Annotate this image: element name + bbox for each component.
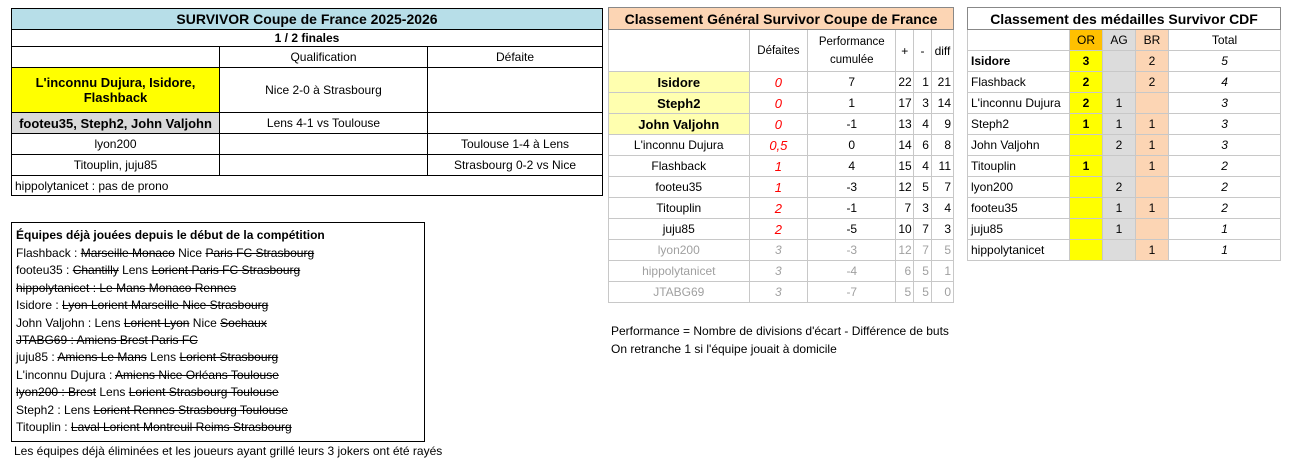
eliminated-team-text: Laval Lorient Montreuil Reims Strasbourg <box>70 419 292 434</box>
survivor-players-row-4: Titouplin, juju85 <box>12 155 220 176</box>
team-text: Titouplin : <box>16 419 71 434</box>
eliminated-team-text: lyon200 : Brest <box>16 385 97 400</box>
general-row <box>609 198 954 219</box>
general-name: Titouplin <box>609 198 750 219</box>
eliminated-team-text: Lorient Paris FC Strasbourg <box>151 263 301 278</box>
general-name: John Valjohn <box>609 114 750 135</box>
survivor-qualification-row-3 <box>220 134 428 155</box>
general-row <box>609 219 954 240</box>
teams-played-line <box>16 315 420 332</box>
general-header-performance <box>808 30 896 72</box>
teams-played-line <box>16 367 420 384</box>
medals-name: juju85 <box>968 219 1070 240</box>
survivor-players-row-1: L'inconnu Dujura, Isidore, Flashback <box>12 68 220 113</box>
general-name: Isidore <box>609 72 750 93</box>
medals-name: Titouplin <box>968 156 1070 177</box>
general-performance: -4 <box>808 261 896 282</box>
medals-total: 3 <box>1169 114 1281 135</box>
teams-played-line <box>16 245 420 262</box>
survivor-players-row-2: footeu35, Steph2, John Valjohn <box>12 113 220 134</box>
medals-row <box>968 240 1281 261</box>
general-row <box>609 72 954 93</box>
medals-name: Steph2 <box>968 114 1070 135</box>
medals-total: 2 <box>1169 156 1281 177</box>
general-header-perf-line1: Performance <box>818 35 885 48</box>
medals-total: 3 <box>1169 135 1281 156</box>
survivor-qualification-row-4 <box>220 155 428 176</box>
general-defaites: 1 <box>749 156 808 177</box>
team-text: Nice <box>189 315 221 330</box>
eliminated-team-text: Lyon Lorient Marseille Nice Strasbourg <box>62 298 269 313</box>
medals-total: 4 <box>1169 72 1281 93</box>
general-goal-diff: 21 <box>931 72 953 93</box>
medals-name: L'inconnu Dujura <box>968 93 1070 114</box>
medals-silver <box>1103 51 1136 72</box>
medals-gold <box>1070 177 1103 198</box>
general-goal-diff: 7 <box>931 177 953 198</box>
general-goal-diff: 3 <box>931 219 953 240</box>
general-row <box>609 93 954 114</box>
medals-name: footeu35 <box>968 198 1070 219</box>
team-text: Lens <box>146 350 180 365</box>
medals-header-br: BR <box>1136 30 1169 51</box>
medals-bronze: 1 <box>1136 135 1169 156</box>
general-goals-against: 3 <box>914 198 932 219</box>
general-goals-for: 12 <box>896 177 914 198</box>
teams-played-footnote: Les équipes déjà éliminées et les joueurs ayant grillé leurs 3 jokers ont été rayés <box>14 444 443 458</box>
medals-header-total: Total <box>1169 30 1281 51</box>
teams-played-title: Équipes déjà jouées depuis le début de la compétition <box>16 228 325 242</box>
medals-gold: 1 <box>1070 114 1103 135</box>
medals-silver <box>1103 156 1136 177</box>
medals-silver <box>1103 72 1136 93</box>
eliminated-team-text: Chantilly <box>72 263 119 278</box>
general-name: lyon200 <box>609 240 750 261</box>
medals-bronze: 1 <box>1136 240 1169 261</box>
general-row <box>609 177 954 198</box>
team-text: Lens <box>96 385 129 400</box>
eliminated-team-text: Sochaux <box>220 315 267 330</box>
eliminated-team-text: Marseille Monaco <box>80 246 175 260</box>
medals-row <box>968 135 1281 156</box>
eliminated-team-text: Lorient Rennes Strasbourg Toulouse <box>93 402 288 417</box>
medals-gold <box>1070 240 1103 261</box>
medals-name: hippolytanicet <box>968 240 1070 261</box>
medals-total: 2 <box>1169 198 1281 219</box>
general-performance: -3 <box>808 177 896 198</box>
general-goals-for: 17 <box>896 93 914 114</box>
general-name: Steph2 <box>609 93 750 114</box>
eliminated-team-text: Amiens Le Mans <box>57 350 147 365</box>
medals-silver: 1 <box>1103 93 1136 114</box>
medals-bronze: 1 <box>1136 156 1169 177</box>
medals-bronze: 1 <box>1136 198 1169 219</box>
general-goals-for: 22 <box>896 72 914 93</box>
medals-gold: 3 <box>1070 51 1103 72</box>
medals-total: 2 <box>1169 177 1281 198</box>
general-goals-against: 6 <box>914 135 932 156</box>
general-name: hippolytanicet <box>609 261 750 282</box>
survivor-no-prono: hippolytanicet : pas de prono <box>12 176 603 196</box>
medals-bronze <box>1136 93 1169 114</box>
general-defaites: 0 <box>749 72 808 93</box>
medals-silver: 1 <box>1103 198 1136 219</box>
team-text: Isidore : <box>16 298 63 313</box>
teams-played-line <box>16 384 420 401</box>
teams-played-line <box>16 332 420 349</box>
teams-played-line <box>16 419 420 436</box>
general-header-defaites: Défaites <box>749 30 808 72</box>
team-text: Lens <box>118 263 152 278</box>
eliminated-team-text: Amiens Nice Orléans Toulouse <box>115 367 279 382</box>
eliminated-team-text: Paris FC Strasbourg <box>205 246 315 260</box>
general-header-diff: diff <box>931 30 953 72</box>
general-name: Flashback <box>609 156 750 177</box>
general-goals-against: 5 <box>914 177 932 198</box>
medals-gold <box>1070 219 1103 240</box>
survivor-defaite-row-4: Strasbourg 0-2 vs Nice <box>428 155 603 176</box>
general-defaites: 0 <box>749 114 808 135</box>
general-goal-diff: 8 <box>931 135 953 156</box>
survivor-header-qualification: Qualification <box>220 47 428 68</box>
team-text: John Valjohn : Lens <box>16 315 124 330</box>
medals-silver: 2 <box>1103 177 1136 198</box>
general-header-plus: + <box>896 30 914 72</box>
teams-played-list <box>16 245 420 436</box>
general-defaites: 2 <box>749 198 808 219</box>
medals-gold <box>1070 198 1103 219</box>
general-name: JTABG69 <box>609 282 750 303</box>
medals-name: lyon200 <box>968 177 1070 198</box>
survivor-title: SURVIVOR Coupe de France 2025-2026 <box>12 9 603 30</box>
general-ranking-table <box>608 7 954 303</box>
eliminated-team-text: Lorient Strasbourg Toulouse <box>128 385 279 400</box>
general-goals-for: 6 <box>896 261 914 282</box>
medals-row <box>968 72 1281 93</box>
general-defaites: 2 <box>749 219 808 240</box>
general-goals-against: 5 <box>914 282 932 303</box>
general-defaites: 0,5 <box>749 135 808 156</box>
general-goals-for: 7 <box>896 198 914 219</box>
survivor-header-defaite: Défaite <box>428 47 603 68</box>
general-note-1: Performance = Nombre de divisions d'écart - Différence de buts <box>611 324 949 338</box>
general-performance: 4 <box>808 156 896 177</box>
survivor-defaite-row-1 <box>428 68 603 113</box>
general-header-perf-line2: cumulée <box>830 53 874 66</box>
team-text: juju85 : <box>16 350 58 365</box>
general-performance: -7 <box>808 282 896 303</box>
survivor-qualification-row-2: Lens 4-1 vs Toulouse <box>220 113 428 134</box>
general-goals-against: 7 <box>914 219 932 240</box>
eliminated-team-text: hippolytanicet : Le Mans Monaco Rennes <box>16 280 237 295</box>
general-header-minus: - <box>914 30 932 72</box>
general-goals-against: 4 <box>914 114 932 135</box>
teams-played-line <box>16 280 420 297</box>
medals-header-or: OR <box>1070 30 1103 51</box>
general-performance: 1 <box>808 93 896 114</box>
general-defaites: 0 <box>749 93 808 114</box>
medals-silver: 2 <box>1103 135 1136 156</box>
general-goals-for: 14 <box>896 135 914 156</box>
general-goals-against: 4 <box>914 156 932 177</box>
medals-total: 1 <box>1169 240 1281 261</box>
medals-table <box>967 7 1281 261</box>
teams-played-line <box>16 402 420 419</box>
general-goals-for: 13 <box>896 114 914 135</box>
general-goals-for: 10 <box>896 219 914 240</box>
teams-played-line <box>16 262 420 279</box>
medals-bronze: 2 <box>1136 51 1169 72</box>
general-header-blank <box>609 30 750 72</box>
teams-played-line <box>16 349 420 366</box>
survivor-round: 1 / 2 finales <box>12 30 603 47</box>
general-note-2: On retranche 1 si l'équipe jouait à domicile <box>611 342 837 356</box>
general-performance: 7 <box>808 72 896 93</box>
general-goals-against: 1 <box>914 72 932 93</box>
medals-row <box>968 219 1281 240</box>
general-performance: -1 <box>808 198 896 219</box>
teams-played-box <box>11 222 425 442</box>
medals-row <box>968 156 1281 177</box>
team-text: Flashback : <box>16 246 81 260</box>
medals-total: 5 <box>1169 51 1281 72</box>
team-text: L'inconnu Dujura : <box>16 367 116 382</box>
general-row <box>609 114 954 135</box>
medals-total: 1 <box>1169 219 1281 240</box>
survivor-defaite-row-3: Toulouse 1-4 à Lens <box>428 134 603 155</box>
general-defaites: 3 <box>749 240 808 261</box>
survivor-defaite-row-2 <box>428 113 603 134</box>
general-defaites: 1 <box>749 177 808 198</box>
medals-bronze <box>1136 177 1169 198</box>
medals-header-blank <box>968 30 1070 51</box>
medals-rows <box>968 51 1281 261</box>
survivor-qualification-row-1: Nice 2-0 à Strasbourg <box>220 68 428 113</box>
general-name: juju85 <box>609 219 750 240</box>
medals-gold: 1 <box>1070 156 1103 177</box>
medals-name: Isidore <box>968 51 1070 72</box>
eliminated-team-text: Lorient Lyon <box>123 315 190 330</box>
general-row <box>609 261 954 282</box>
medals-name: John Valjohn <box>968 135 1070 156</box>
general-goal-diff: 4 <box>931 198 953 219</box>
general-name: footeu35 <box>609 177 750 198</box>
general-name: L'inconnu Dujura <box>609 135 750 156</box>
medals-name: Flashback <box>968 72 1070 93</box>
general-row <box>609 135 954 156</box>
medals-title: Classement des médailles Survivor CDF <box>968 8 1281 30</box>
general-goal-diff: 0 <box>931 282 953 303</box>
general-goal-diff: 1 <box>931 261 953 282</box>
medals-silver <box>1103 240 1136 261</box>
general-row <box>609 240 954 261</box>
general-title: Classement Général Survivor Coupe de France <box>609 8 954 30</box>
eliminated-team-text: JTABG69 : Amiens Brest Paris FC <box>16 332 198 347</box>
eliminated-team-text: Lorient Strasbourg <box>179 350 279 365</box>
general-rows <box>609 72 954 303</box>
medals-gold <box>1070 135 1103 156</box>
general-goals-against: 7 <box>914 240 932 261</box>
general-goal-diff: 5 <box>931 240 953 261</box>
medals-gold: 2 <box>1070 72 1103 93</box>
medals-header-ag: AG <box>1103 30 1136 51</box>
medals-row <box>968 198 1281 219</box>
general-performance: -5 <box>808 219 896 240</box>
survivor-header-blank <box>12 47 220 68</box>
general-performance: -3 <box>808 240 896 261</box>
general-performance: 0 <box>808 135 896 156</box>
survivor-table <box>11 8 603 196</box>
general-goals-for: 12 <box>896 240 914 261</box>
teams-played-line <box>16 297 420 314</box>
general-goal-diff: 9 <box>931 114 953 135</box>
medals-row <box>968 51 1281 72</box>
medals-row <box>968 93 1281 114</box>
medals-bronze <box>1136 219 1169 240</box>
general-goal-diff: 11 <box>931 156 953 177</box>
medals-row <box>968 114 1281 135</box>
medals-row <box>968 177 1281 198</box>
survivor-players-row-3: lyon200 <box>12 134 220 155</box>
team-text: Nice <box>174 246 206 260</box>
medals-gold: 2 <box>1070 93 1103 114</box>
general-row <box>609 282 954 303</box>
medals-bronze: 2 <box>1136 72 1169 93</box>
medals-silver: 1 <box>1103 219 1136 240</box>
medals-bronze: 1 <box>1136 114 1169 135</box>
general-goals-against: 5 <box>914 261 932 282</box>
general-goals-for: 15 <box>896 156 914 177</box>
general-goal-diff: 14 <box>931 93 953 114</box>
general-goals-against: 3 <box>914 93 932 114</box>
team-text: Steph2 : Lens <box>16 402 94 417</box>
team-text: footeu35 : <box>16 263 73 278</box>
general-defaites: 3 <box>749 261 808 282</box>
medals-silver: 1 <box>1103 114 1136 135</box>
general-goals-for: 5 <box>896 282 914 303</box>
general-performance: -1 <box>808 114 896 135</box>
medals-total: 3 <box>1169 93 1281 114</box>
general-row <box>609 156 954 177</box>
general-defaites: 3 <box>749 282 808 303</box>
